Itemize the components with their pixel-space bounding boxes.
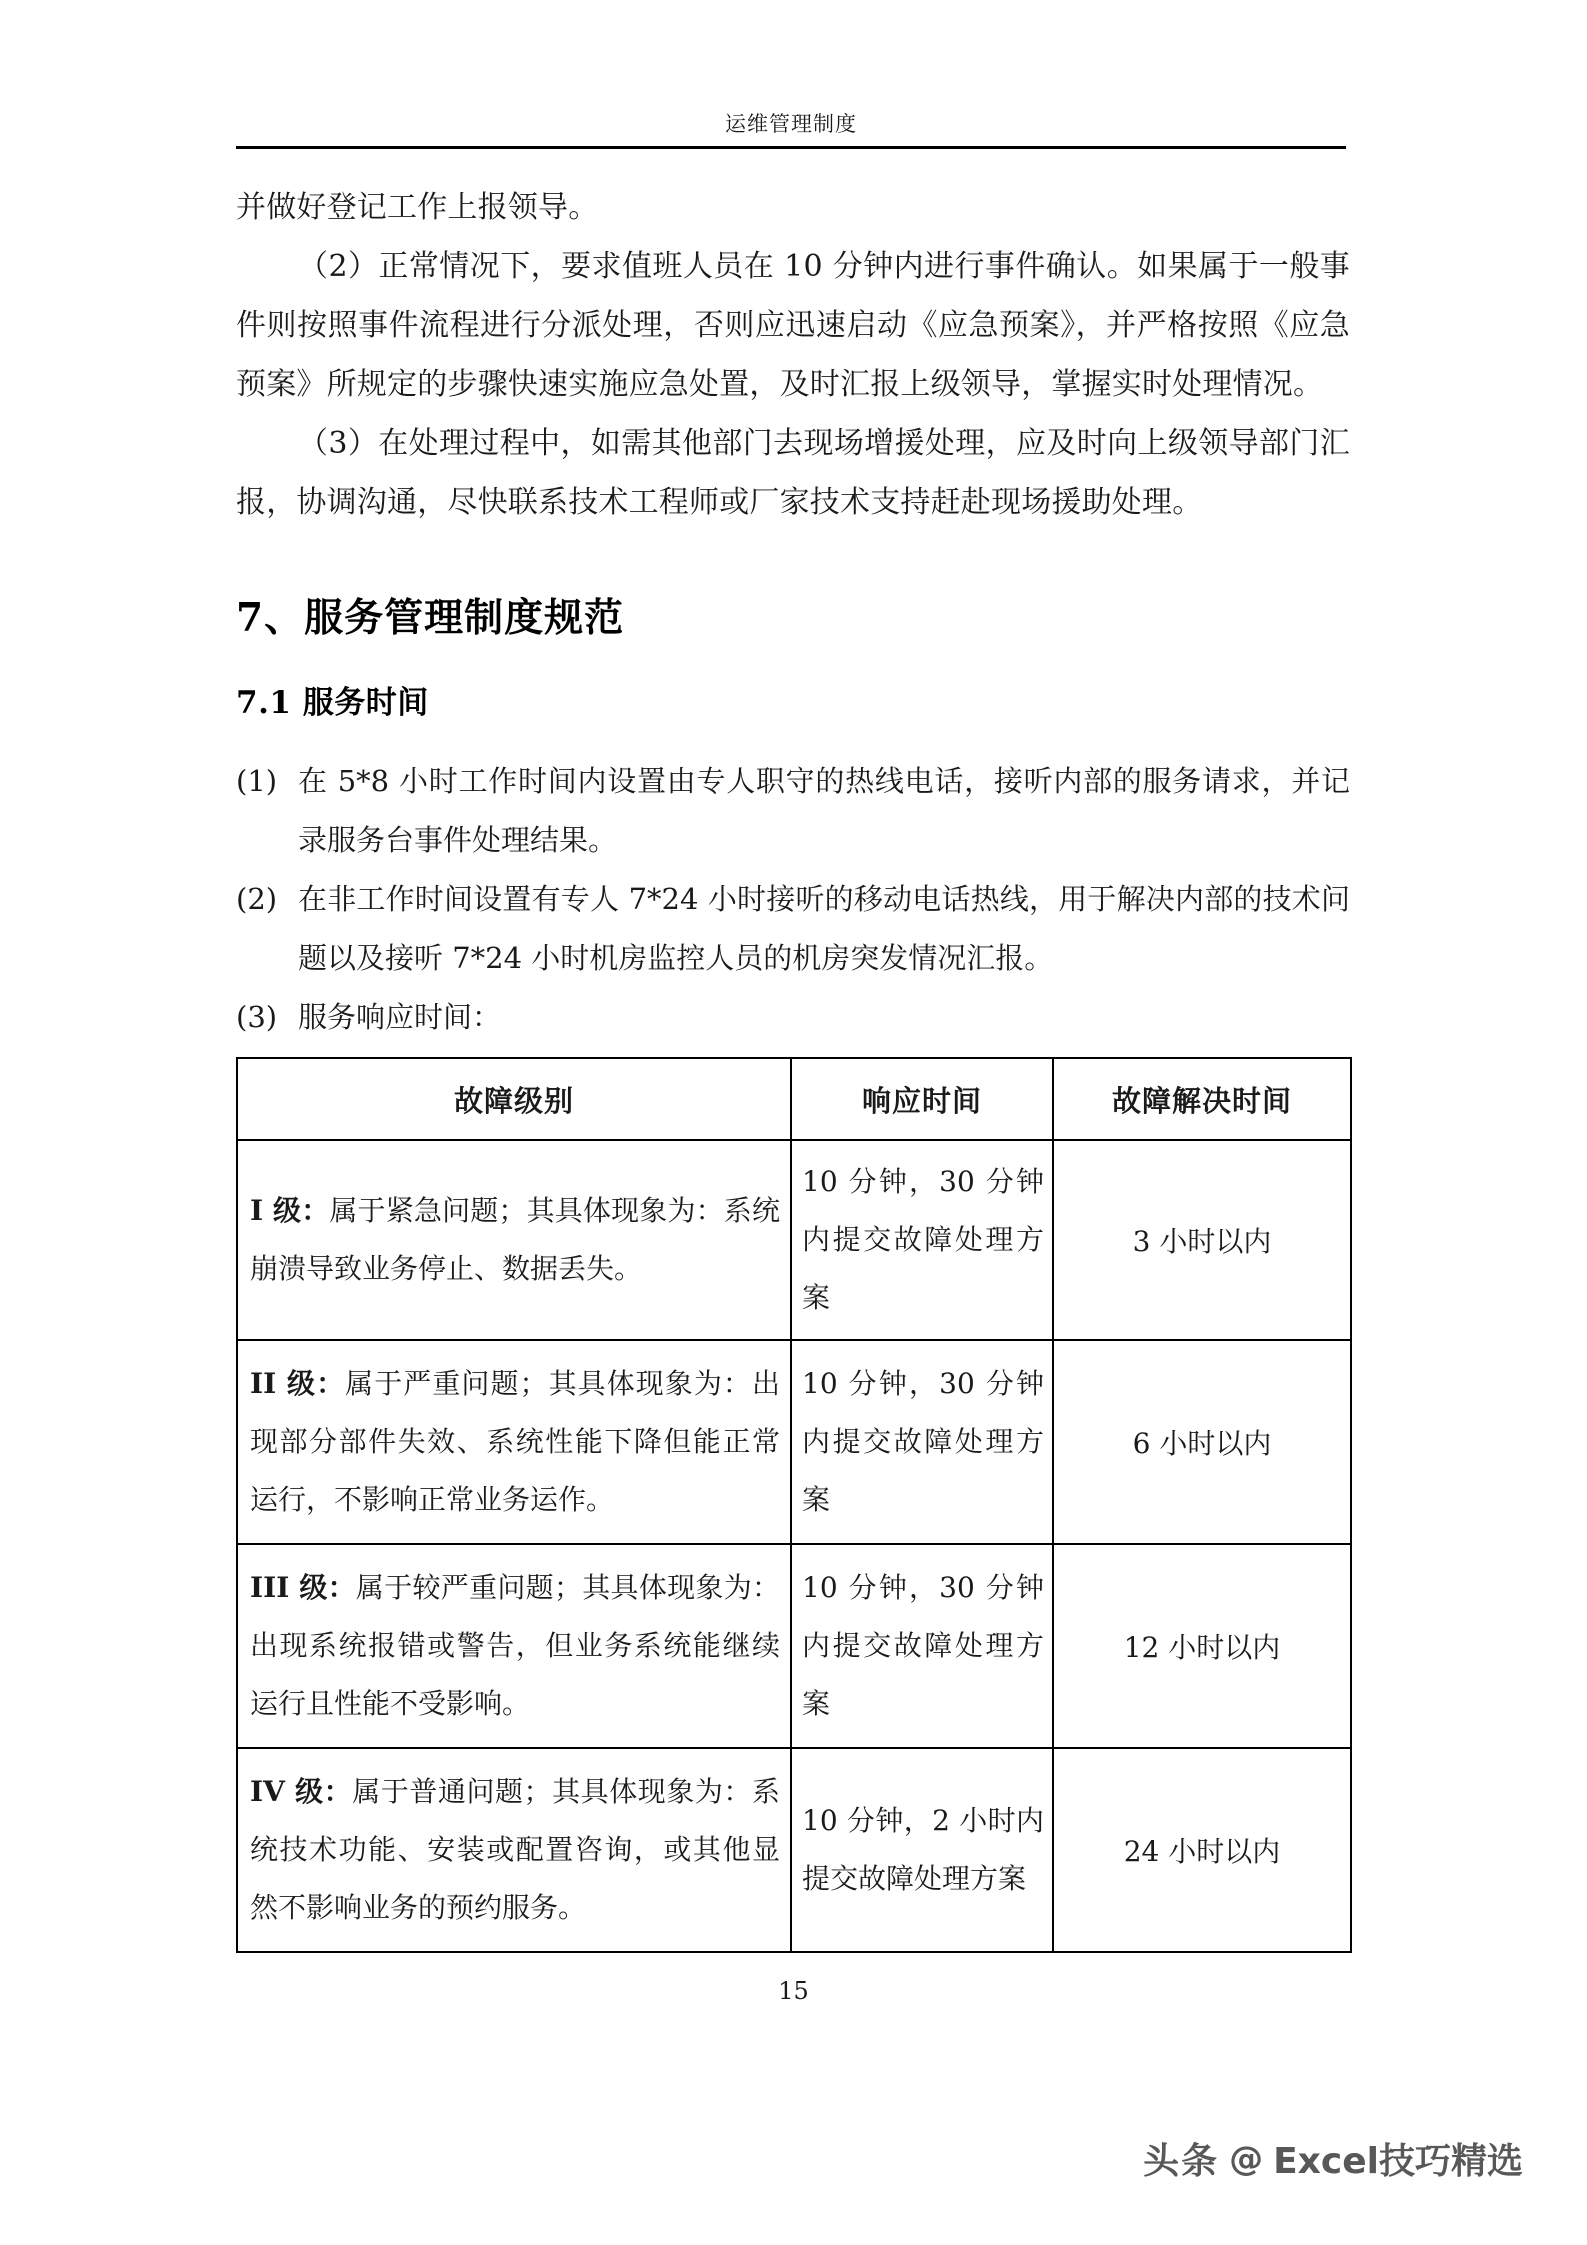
list-item [236,752,1350,870]
header-divider [236,146,1346,149]
table-row [237,1748,1351,1952]
table-row [237,1140,1351,1340]
page-header [236,108,1346,149]
watermark [1143,2133,1523,2184]
level-tag: III 级： [250,1571,356,1604]
cell-resolution-time: 3 小时以内 [1053,1140,1351,1340]
cell-response-time: 10 分钟，30 分钟内提交故障处理方案 [791,1140,1053,1340]
list-item-marker: (3) [236,1000,278,1034]
spacer-after-subheading [236,728,1350,752]
spacer-before-heading [236,532,1350,588]
cell-response-time: 10 分钟，30 分钟内提交故障处理方案 [791,1340,1053,1544]
level-description: 属于紧急问题；其具体现象为：系统崩溃导致业务停止、数据丢失。 [250,1194,780,1285]
service-time-list [236,752,1350,1047]
watermark-account-name: Excel技巧精选 [1273,2141,1523,2182]
cell-resolution-time: 24 小时以内 [1053,1748,1351,1952]
running-header-title: 运维管理制度 [725,112,857,136]
page-body [236,178,1350,1953]
service-response-table [236,1057,1352,1953]
heading-section-7: 7、服务管理制度规范 [236,595,625,641]
table-header-row [237,1058,1351,1140]
cell-fault-level [237,1140,791,1340]
column-header-resolution-time: 故障解决时间 [1053,1058,1351,1140]
list-item-marker: (2) [236,882,278,916]
level-description: 属于严重问题；其具体现象为：出现部分部件失效、系统性能下降但能正常运行，不影响正常业务运作。 [250,1367,780,1516]
level-description: 属于普通问题；其具体现象为：系统技术功能、安装或配置咨询，或其他显然不影响业务的预约服务。 [250,1775,780,1924]
cell-resolution-time: 6 小时以内 [1053,1340,1351,1544]
paragraph-item-3: （3）在处理过程中，如需其他部门去现场增援处理，应及时向上级领导部门汇报，协调沟通，尽快联系技术工程师或厂家技术支持赶赴现场援助处理。 [236,426,1350,520]
list-item [236,870,1350,988]
list-item-text: 在 5*8 小时工作时间内设置由专人职守的热线电话，接听内部的服务请求，并记录服务台事件处理结果。 [298,764,1350,857]
table-row [237,1544,1351,1748]
column-header-fault-level: 故障级别 [237,1058,791,1140]
list-item-text: 服务响应时间： [298,1000,502,1034]
cell-fault-level [237,1748,791,1952]
list-item-text: 在非工作时间设置有专人 7*24 小时接听的移动电话热线，用于解决内部的技术问题以及接听 7*24 小时机房监控人员的机房突发情况汇报。 [298,882,1350,975]
list-item [236,988,1350,1047]
cell-fault-level [237,1544,791,1748]
level-tag: II 级： [250,1367,346,1400]
cell-response-time: 10 分钟，2 小时内提交故障处理方案 [791,1748,1053,1952]
paragraph-item-2: （2）正常情况下，要求值班人员在 10 分钟内进行事件确认。如果属于一般事件则按照事件流程进行分派处理，否则应迅速启动《应急预案》，并严格按照《应急预案》所规定的步骤快速实施应急处置，及时汇报上级领导，掌握实时处理情况。 [236,249,1350,402]
watermark-at-symbol: @ [1229,2138,1264,2179]
level-tag: IV 级： [250,1775,353,1808]
column-header-response-time: 响应时间 [791,1058,1053,1140]
paragraph-continued: 并做好登记工作上报领导。 [236,190,599,225]
list-item-marker: (1) [236,764,278,798]
cell-resolution-time: 12 小时以内 [1053,1544,1351,1748]
level-description: 属于较严重问题；其具体现象为：出现系统报错或警告，但业务系统能继续运行且性能不受影响。 [250,1571,780,1720]
table-row [237,1340,1351,1544]
cell-response-time: 10 分钟，30 分钟内提交故障处理方案 [791,1544,1053,1748]
spacer-after-heading [236,648,1350,678]
cell-fault-level [237,1340,791,1544]
watermark-platform: 头条 [1143,2141,1220,2182]
heading-section-7-1: 7.1 服务时间 [236,685,429,721]
page-number: 15 [778,1977,809,2005]
level-tag: I 级： [250,1194,330,1227]
